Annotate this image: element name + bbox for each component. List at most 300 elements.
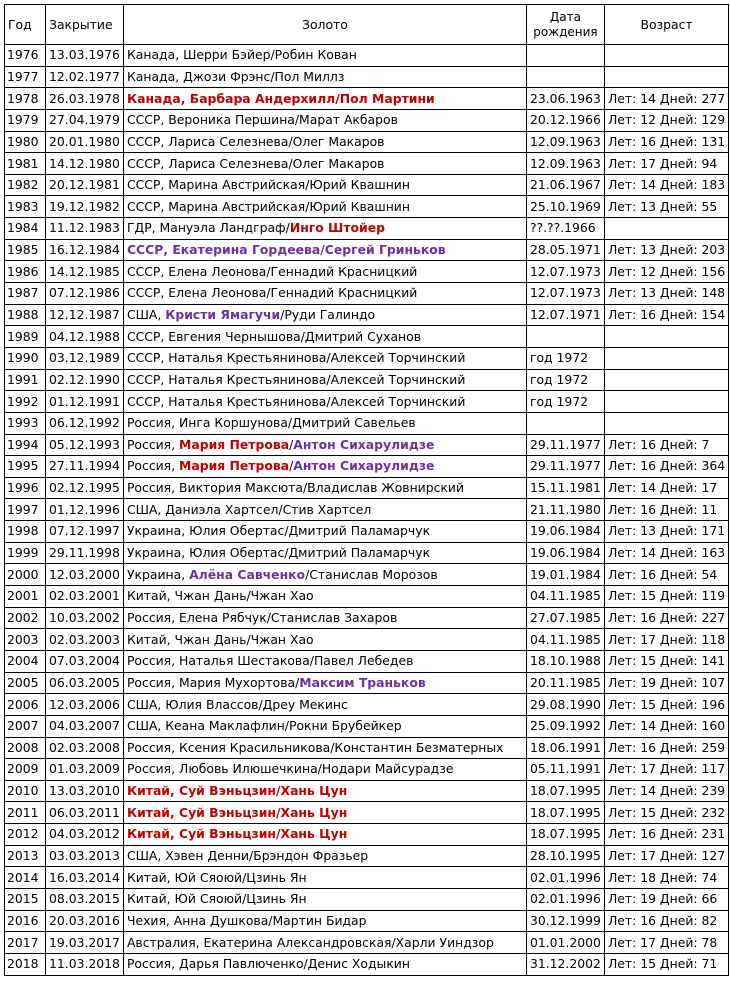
cell-closing: 06.03.2011 xyxy=(46,802,124,824)
cell-gold xyxy=(123,326,526,348)
cell-closing: 26.03.1978 xyxy=(46,88,124,110)
cell-year: 2014 xyxy=(5,867,46,889)
cell-gold xyxy=(123,499,526,521)
gold-text-segment: Кристи Ямагучи xyxy=(165,307,281,322)
cell-year: 1986 xyxy=(5,261,46,283)
cell-gold xyxy=(123,607,526,629)
column-header-gold: Золото xyxy=(123,5,526,45)
cell-year: 2018 xyxy=(5,953,46,975)
cell-age: Лет: 16 Дней: 82 xyxy=(604,910,728,932)
table-row xyxy=(5,196,729,218)
cell-age: Лет: 13 Дней: 148 xyxy=(604,283,728,305)
cell-gold xyxy=(123,434,526,456)
cell-age: Лет: 19 Дней: 107 xyxy=(604,672,728,694)
table-row xyxy=(5,780,729,802)
gold-text-segment: Украина, Юлия Обертас/Дмитрий Паламарчук xyxy=(126,545,431,561)
column-header-birth-date-line1: Дата xyxy=(549,9,581,24)
gold-text-segment: СССР, Наталья Крестьянинова/Алексей Торчинский xyxy=(126,350,466,366)
cell-closing: 20.01.1980 xyxy=(46,131,124,153)
gold-text-segment: Россия, Виктория Максюта/Владислав Жовнирский xyxy=(126,480,465,496)
table-row xyxy=(5,802,729,824)
cell-birth-date: 12.07.1973 xyxy=(526,261,604,283)
cell-age xyxy=(604,369,728,391)
gold-text-segment: Россия, xyxy=(126,436,180,452)
table-row xyxy=(5,434,729,456)
cell-closing: 20.12.1981 xyxy=(46,174,124,196)
cell-birth-date: год 1972 xyxy=(526,369,604,391)
gold-text-segment: Антон Сихарулидзе xyxy=(293,458,435,474)
gold-text-segment: Китай, Юй Сяоюй/Цзинь Ян xyxy=(126,891,307,907)
table-row xyxy=(5,629,729,651)
gold-text-segment: Алёна Савченко xyxy=(189,566,306,582)
cell-birth-date xyxy=(526,45,604,67)
cell-year: 2007 xyxy=(5,715,46,737)
table-row xyxy=(5,737,729,759)
gold-text-segment: СССР, Наталья Крестьянинова/Алексей Торчинский xyxy=(126,371,466,387)
cell-closing: 03.12.1989 xyxy=(46,347,124,369)
cell-gold xyxy=(123,218,526,240)
gold-text-segment: США, Даниэла Хартсел/Стив Хартсел xyxy=(126,501,372,517)
cell-gold xyxy=(123,650,526,672)
cell-closing: 29.11.1998 xyxy=(46,542,124,564)
cell-gold xyxy=(123,629,526,651)
gold-text-segment: СССР, Лариса Селезнева/Олег Макаров xyxy=(126,133,385,149)
cell-year: 1980 xyxy=(5,131,46,153)
cell-closing: 27.11.1994 xyxy=(46,456,124,478)
cell-age: Лет: 14 Дней: 239 xyxy=(604,780,728,802)
cell-birth-date: 28.10.1995 xyxy=(526,845,604,867)
cell-closing: 01.12.1996 xyxy=(46,499,124,521)
cell-birth-date: 29.08.1990 xyxy=(526,694,604,716)
gold-text-segment: Канада, Барбара Андерхилл/Пол Мартини xyxy=(126,90,435,106)
gold-text-segment: Китай, Суй Вэньцзин/Хань Цун xyxy=(126,804,348,820)
gold-text-segment: СССР, Елена Леонова/Геннадий Красницкий xyxy=(126,285,418,301)
cell-closing: 27.04.1979 xyxy=(46,109,124,131)
gold-text-segment: Китай, Суй Вэньцзин/Хань Цун xyxy=(126,826,348,842)
table-row xyxy=(5,261,729,283)
gold-text-segment: Россия, Любовь Илюшечкина/Нодари Майсурадзе xyxy=(126,761,454,777)
cell-birth-date xyxy=(526,66,604,88)
cell-gold xyxy=(123,153,526,175)
cell-age: Лет: 19 Дней: 66 xyxy=(604,888,728,910)
cell-closing: 04.12.1988 xyxy=(46,326,124,348)
cell-closing: 11.03.2018 xyxy=(46,953,124,975)
cell-year: 2005 xyxy=(5,672,46,694)
table-row xyxy=(5,218,729,240)
cell-age xyxy=(604,218,728,240)
cell-gold xyxy=(123,780,526,802)
cell-age: Лет: 16 Дней: 259 xyxy=(604,737,728,759)
cell-year: 2017 xyxy=(5,932,46,954)
cell-birth-date xyxy=(526,326,604,348)
cell-birth-date: 21.06.1967 xyxy=(526,174,604,196)
gold-text-segment: /Станислав Морозов xyxy=(305,566,438,582)
cell-age: Лет: 16 Дней: 7 xyxy=(604,434,728,456)
table-row xyxy=(5,694,729,716)
cell-gold xyxy=(123,347,526,369)
gold-text-segment: Китай, Чжан Дань/Чжан Хао xyxy=(126,588,314,604)
gold-text-segment: Максим Траньков xyxy=(299,674,426,690)
gold-text-segment: США, xyxy=(126,307,166,322)
cell-age xyxy=(604,326,728,348)
cell-birth-date: ??.??.1966 xyxy=(526,218,604,240)
column-header-birth-date-line2: рождения xyxy=(533,24,598,39)
cell-age: Лет: 14 Дней: 17 xyxy=(604,477,728,499)
gold-text-segment: Чехия, Анна Душкова/Мартин Бидар xyxy=(126,912,367,928)
cell-age: Лет: 16 Дней: 231 xyxy=(604,824,728,846)
cell-year: 1982 xyxy=(5,174,46,196)
cell-closing: 06.12.1992 xyxy=(46,412,124,434)
cell-gold xyxy=(123,261,526,283)
cell-year: 2008 xyxy=(5,737,46,759)
cell-year: 1977 xyxy=(5,66,46,88)
gold-text-segment: Китай, Юй Сяоюй/Цзинь Ян xyxy=(126,869,307,885)
cell-year: 1995 xyxy=(5,456,46,478)
cell-closing: 06.03.2005 xyxy=(46,672,124,694)
cell-age: Лет: 18 Дней: 74 xyxy=(604,867,728,889)
cell-gold xyxy=(123,45,526,67)
cell-year: 2001 xyxy=(5,586,46,608)
gold-text-segment: Австралия, Екатерина Александровская/Харли Уиндзор xyxy=(126,934,494,950)
cell-year: 1998 xyxy=(5,521,46,543)
cell-closing: 10.03.2002 xyxy=(46,607,124,629)
cell-gold xyxy=(123,564,526,586)
cell-gold xyxy=(123,672,526,694)
gold-text-segment: СССР, Наталья Крестьянинова/Алексей Торчинский xyxy=(126,393,466,409)
cell-gold xyxy=(123,412,526,434)
cell-gold xyxy=(123,283,526,305)
table-row xyxy=(5,88,729,110)
cell-year: 1993 xyxy=(5,412,46,434)
cell-age: Лет: 15 Дней: 119 xyxy=(604,586,728,608)
cell-year: 1991 xyxy=(5,369,46,391)
table-row xyxy=(5,369,729,391)
cell-birth-date: 19.06.1984 xyxy=(526,542,604,564)
cell-year: 2013 xyxy=(5,845,46,867)
cell-gold xyxy=(123,715,526,737)
cell-closing: 07.12.1997 xyxy=(46,521,124,543)
cell-age: Лет: 17 Дней: 118 xyxy=(604,629,728,651)
cell-closing: 02.03.2008 xyxy=(46,737,124,759)
cell-year: 2003 xyxy=(5,629,46,651)
cell-closing: 16.03.2014 xyxy=(46,867,124,889)
cell-birth-date: 25.09.1992 xyxy=(526,715,604,737)
cell-year: 1999 xyxy=(5,542,46,564)
gold-text-segment: Россия, Наталья Шестакова/Павел Лебедев xyxy=(126,653,414,669)
table-row xyxy=(5,456,729,478)
cell-year: 1979 xyxy=(5,109,46,131)
cell-age: Лет: 17 Дней: 117 xyxy=(604,759,728,781)
cell-closing: 01.03.2009 xyxy=(46,759,124,781)
cell-birth-date: 04.11.1985 xyxy=(526,586,604,608)
cell-age: Лет: 14 Дней: 183 xyxy=(604,174,728,196)
cell-year: 1987 xyxy=(5,283,46,305)
table-row xyxy=(5,824,729,846)
cell-year: 1992 xyxy=(5,391,46,413)
gold-text-segment: ГДР, Мануэла Ландграф/ xyxy=(126,220,290,236)
gold-text-segment: Россия, Инга Коршунова/Дмитрий Савельев xyxy=(126,415,416,431)
table-row xyxy=(5,932,729,954)
table-row xyxy=(5,153,729,175)
cell-year: 1984 xyxy=(5,218,46,240)
cell-year: 2011 xyxy=(5,802,46,824)
column-header-year: Год xyxy=(5,5,46,45)
cell-gold xyxy=(123,66,526,88)
cell-age: Лет: 17 Дней: 127 xyxy=(604,845,728,867)
cell-age: Лет: 15 Дней: 141 xyxy=(604,650,728,672)
table-row xyxy=(5,672,729,694)
cell-closing: 07.12.1986 xyxy=(46,283,124,305)
gold-text-segment: Китай, Суй Вэньцзин/Хань Цун xyxy=(126,783,348,799)
table-row xyxy=(5,347,729,369)
cell-age: Лет: 12 Дней: 129 xyxy=(604,109,728,131)
cell-year: 2004 xyxy=(5,650,46,672)
cell-closing: 12.03.2006 xyxy=(46,694,124,716)
table-row xyxy=(5,845,729,867)
cell-birth-date: 18.07.1995 xyxy=(526,780,604,802)
cell-gold xyxy=(123,477,526,499)
cell-birth-date: 12.07.1971 xyxy=(526,304,604,326)
cell-age: Лет: 16 Дней: 11 xyxy=(604,499,728,521)
cell-age: Лет: 15 Дней: 232 xyxy=(604,802,728,824)
cell-closing: 08.03.2015 xyxy=(46,888,124,910)
cell-birth-date: 30.12.1999 xyxy=(526,910,604,932)
cell-year: 2012 xyxy=(5,824,46,846)
table-row xyxy=(5,412,729,434)
cell-closing: 02.03.2001 xyxy=(46,586,124,608)
cell-closing: 04.03.2012 xyxy=(46,824,124,846)
gold-text-segment: СССР, Вероника Першина/Марат Акбаров xyxy=(126,112,398,128)
gold-text-segment: СССР, Лариса Селезнева/Олег Макаров xyxy=(126,155,385,171)
cell-birth-date: 18.10.1988 xyxy=(526,650,604,672)
column-header-closing: Закрытие xyxy=(46,5,124,45)
gold-text-segment: Китай, Чжан Дань/Чжан Хао xyxy=(126,631,314,647)
cell-closing: 12.12.1987 xyxy=(46,304,124,326)
gold-text-segment: /Руди Галиндо xyxy=(280,307,376,322)
gold-text-segment: США, Хэвен Денни/Брэндон Фразьер xyxy=(126,848,369,864)
cell-age: Лет: 13 Дней: 171 xyxy=(604,521,728,543)
cell-gold xyxy=(123,196,526,218)
cell-closing: 04.03.2007 xyxy=(46,715,124,737)
cell-age: Лет: 16 Дней: 364 xyxy=(604,456,728,478)
table-row xyxy=(5,477,729,499)
cell-year: 1997 xyxy=(5,499,46,521)
cell-age: Лет: 15 Дней: 196 xyxy=(604,694,728,716)
cell-birth-date: 25.10.1969 xyxy=(526,196,604,218)
gold-text-segment: СССР, Евгения Чернышова/Дмитрий Суханов xyxy=(126,328,422,344)
cell-closing: 13.03.1976 xyxy=(46,45,124,67)
cell-birth-date: 18.06.1991 xyxy=(526,737,604,759)
cell-birth-date: 19.06.1984 xyxy=(526,521,604,543)
cell-age: Лет: 17 Дней: 78 xyxy=(604,932,728,954)
cell-closing: 01.12.1991 xyxy=(46,391,124,413)
cell-birth-date: год 1972 xyxy=(526,391,604,413)
table-row xyxy=(5,953,729,975)
cell-age xyxy=(604,66,728,88)
cell-gold xyxy=(123,845,526,867)
cell-age: Лет: 13 Дней: 203 xyxy=(604,239,728,261)
cell-year: 1989 xyxy=(5,326,46,348)
cell-age: Лет: 16 Дней: 131 xyxy=(604,131,728,153)
gold-text-segment: США, Кеана Маклафлин/Рокни Брубейкер xyxy=(126,718,402,734)
cell-year: 1985 xyxy=(5,239,46,261)
cell-gold xyxy=(123,694,526,716)
gold-text-segment: США, Юлия Влассов/Дреу Мекинс xyxy=(126,696,348,712)
cell-gold xyxy=(123,131,526,153)
cell-year: 1983 xyxy=(5,196,46,218)
cell-closing: 13.03.2010 xyxy=(46,780,124,802)
table-row xyxy=(5,66,729,88)
cell-birth-date: 29.11.1977 xyxy=(526,456,604,478)
cell-age: Лет: 13 Дней: 55 xyxy=(604,196,728,218)
column-header-birth-date xyxy=(526,5,604,45)
cell-gold xyxy=(123,391,526,413)
table-body xyxy=(5,45,729,976)
gold-text-segment: Россия, Мария Мухортова/ xyxy=(126,674,300,690)
cell-closing: 16.12.1984 xyxy=(46,239,124,261)
table-row xyxy=(5,239,729,261)
cell-closing: 07.03.2004 xyxy=(46,650,124,672)
cell-gold xyxy=(123,867,526,889)
cell-birth-date: 01.01.2000 xyxy=(526,932,604,954)
cell-year: 2009 xyxy=(5,759,46,781)
table-row xyxy=(5,910,729,932)
cell-birth-date: 02.01.1996 xyxy=(526,888,604,910)
gold-text-segment: Россия, xyxy=(126,458,180,474)
gold-text-segment: Мария Петрова xyxy=(179,436,290,452)
cell-birth-date: 15.11.1981 xyxy=(526,477,604,499)
table-row xyxy=(5,326,729,348)
cell-closing: 14.12.1985 xyxy=(46,261,124,283)
gold-text-segment: Украина, Юлия Обертас/Дмитрий Паламарчук xyxy=(126,523,431,539)
cell-birth-date: 12.09.1963 xyxy=(526,153,604,175)
cell-gold xyxy=(123,88,526,110)
cell-closing: 20.03.2016 xyxy=(46,910,124,932)
cell-age xyxy=(604,45,728,67)
gold-text-segment: СССР, Екатерина Гордеева/Сергей Гриньков xyxy=(126,242,446,258)
cell-year: 2010 xyxy=(5,780,46,802)
cell-birth-date: 02.01.1996 xyxy=(526,867,604,889)
cell-birth-date: 28.05.1971 xyxy=(526,239,604,261)
cell-year: 1990 xyxy=(5,347,46,369)
cell-year: 1978 xyxy=(5,88,46,110)
cell-age: Лет: 14 Дней: 160 xyxy=(604,715,728,737)
cell-year: 2002 xyxy=(5,607,46,629)
cell-age: Лет: 16 Дней: 227 xyxy=(604,607,728,629)
cell-age: Лет: 14 Дней: 277 xyxy=(604,88,728,110)
cell-year: 2006 xyxy=(5,694,46,716)
cell-birth-date: 12.09.1963 xyxy=(526,131,604,153)
cell-closing: 11.12.1983 xyxy=(46,218,124,240)
cell-gold xyxy=(123,802,526,824)
cell-birth-date: 27.07.1985 xyxy=(526,607,604,629)
table-row xyxy=(5,174,729,196)
table-row xyxy=(5,586,729,608)
gold-text-segment: / xyxy=(289,436,294,452)
cell-age: Лет: 16 Дней: 154 xyxy=(604,304,728,326)
cell-birth-date: год 1972 xyxy=(526,347,604,369)
cell-closing: 02.03.2003 xyxy=(46,629,124,651)
gold-text-segment: Антон Сихарулидзе xyxy=(293,436,435,452)
cell-closing: 02.12.1995 xyxy=(46,477,124,499)
table-row xyxy=(5,521,729,543)
cell-birth-date: 18.07.1995 xyxy=(526,824,604,846)
cell-gold xyxy=(123,239,526,261)
cell-closing: 19.03.2017 xyxy=(46,932,124,954)
table-row xyxy=(5,391,729,413)
gold-text-segment: Канада, Джози Фрэнс/Пол Миллз xyxy=(126,68,345,84)
gold-text-segment: / xyxy=(289,458,294,474)
cell-birth-date: 20.12.1966 xyxy=(526,109,604,131)
gold-text-segment: Украина, xyxy=(126,566,190,582)
cell-age: Лет: 12 Дней: 156 xyxy=(604,261,728,283)
cell-gold xyxy=(123,521,526,543)
table-row xyxy=(5,499,729,521)
cell-closing: 14.12.1980 xyxy=(46,153,124,175)
cell-birth-date: 12.07.1973 xyxy=(526,283,604,305)
cell-gold xyxy=(123,888,526,910)
gold-text-segment: Мария Петрова xyxy=(179,458,290,474)
table-row xyxy=(5,759,729,781)
cell-gold xyxy=(123,824,526,846)
table-row xyxy=(5,542,729,564)
cell-birth-date: 05.11.1991 xyxy=(526,759,604,781)
cell-birth-date: 29.11.1977 xyxy=(526,434,604,456)
table-row xyxy=(5,304,729,326)
cell-age xyxy=(604,412,728,434)
table-row xyxy=(5,564,729,586)
table-row xyxy=(5,607,729,629)
gold-text-segment: СССР, Марина Австрийская/Юрий Квашнин xyxy=(126,177,410,193)
table-header xyxy=(5,5,729,45)
gold-text-segment: Россия, Ксения Красильникова/Константин Безматерных xyxy=(126,739,504,755)
cell-birth-date: 18.07.1995 xyxy=(526,802,604,824)
cell-age xyxy=(604,347,728,369)
cell-closing: 02.12.1990 xyxy=(46,369,124,391)
cell-birth-date: 19.01.1984 xyxy=(526,564,604,586)
table-row xyxy=(5,109,729,131)
cell-closing: 03.03.2013 xyxy=(46,845,124,867)
cell-gold xyxy=(123,932,526,954)
cell-age: Лет: 14 Дней: 163 xyxy=(604,542,728,564)
cell-closing: 19.12.1982 xyxy=(46,196,124,218)
table-row xyxy=(5,283,729,305)
cell-gold xyxy=(123,586,526,608)
cell-year: 2015 xyxy=(5,888,46,910)
cell-gold xyxy=(123,304,526,326)
gold-text-segment: Инго Штойер xyxy=(289,220,386,236)
cell-year: 2000 xyxy=(5,564,46,586)
cell-gold xyxy=(123,953,526,975)
cell-birth-date: 04.11.1985 xyxy=(526,629,604,651)
gold-text-segment: Россия, Дарья Павлюченко/Денис Ходыкин xyxy=(126,956,410,972)
cell-year: 2016 xyxy=(5,910,46,932)
cell-closing: 05.12.1993 xyxy=(46,434,124,456)
cell-closing: 12.02.1977 xyxy=(46,66,124,88)
cell-gold xyxy=(123,174,526,196)
cell-year: 1988 xyxy=(5,304,46,326)
header-row xyxy=(5,5,729,45)
gold-text-segment: СССР, Елена Леонова/Геннадий Красницкий xyxy=(126,263,418,279)
table-row xyxy=(5,888,729,910)
cell-birth-date: 31.12.2002 xyxy=(526,953,604,975)
cell-year: 1976 xyxy=(5,45,46,67)
cell-age: Лет: 17 Дней: 94 xyxy=(604,153,728,175)
cell-gold xyxy=(123,109,526,131)
column-header-age: Возраст xyxy=(604,5,728,45)
table-row xyxy=(5,867,729,889)
cell-age xyxy=(604,391,728,413)
